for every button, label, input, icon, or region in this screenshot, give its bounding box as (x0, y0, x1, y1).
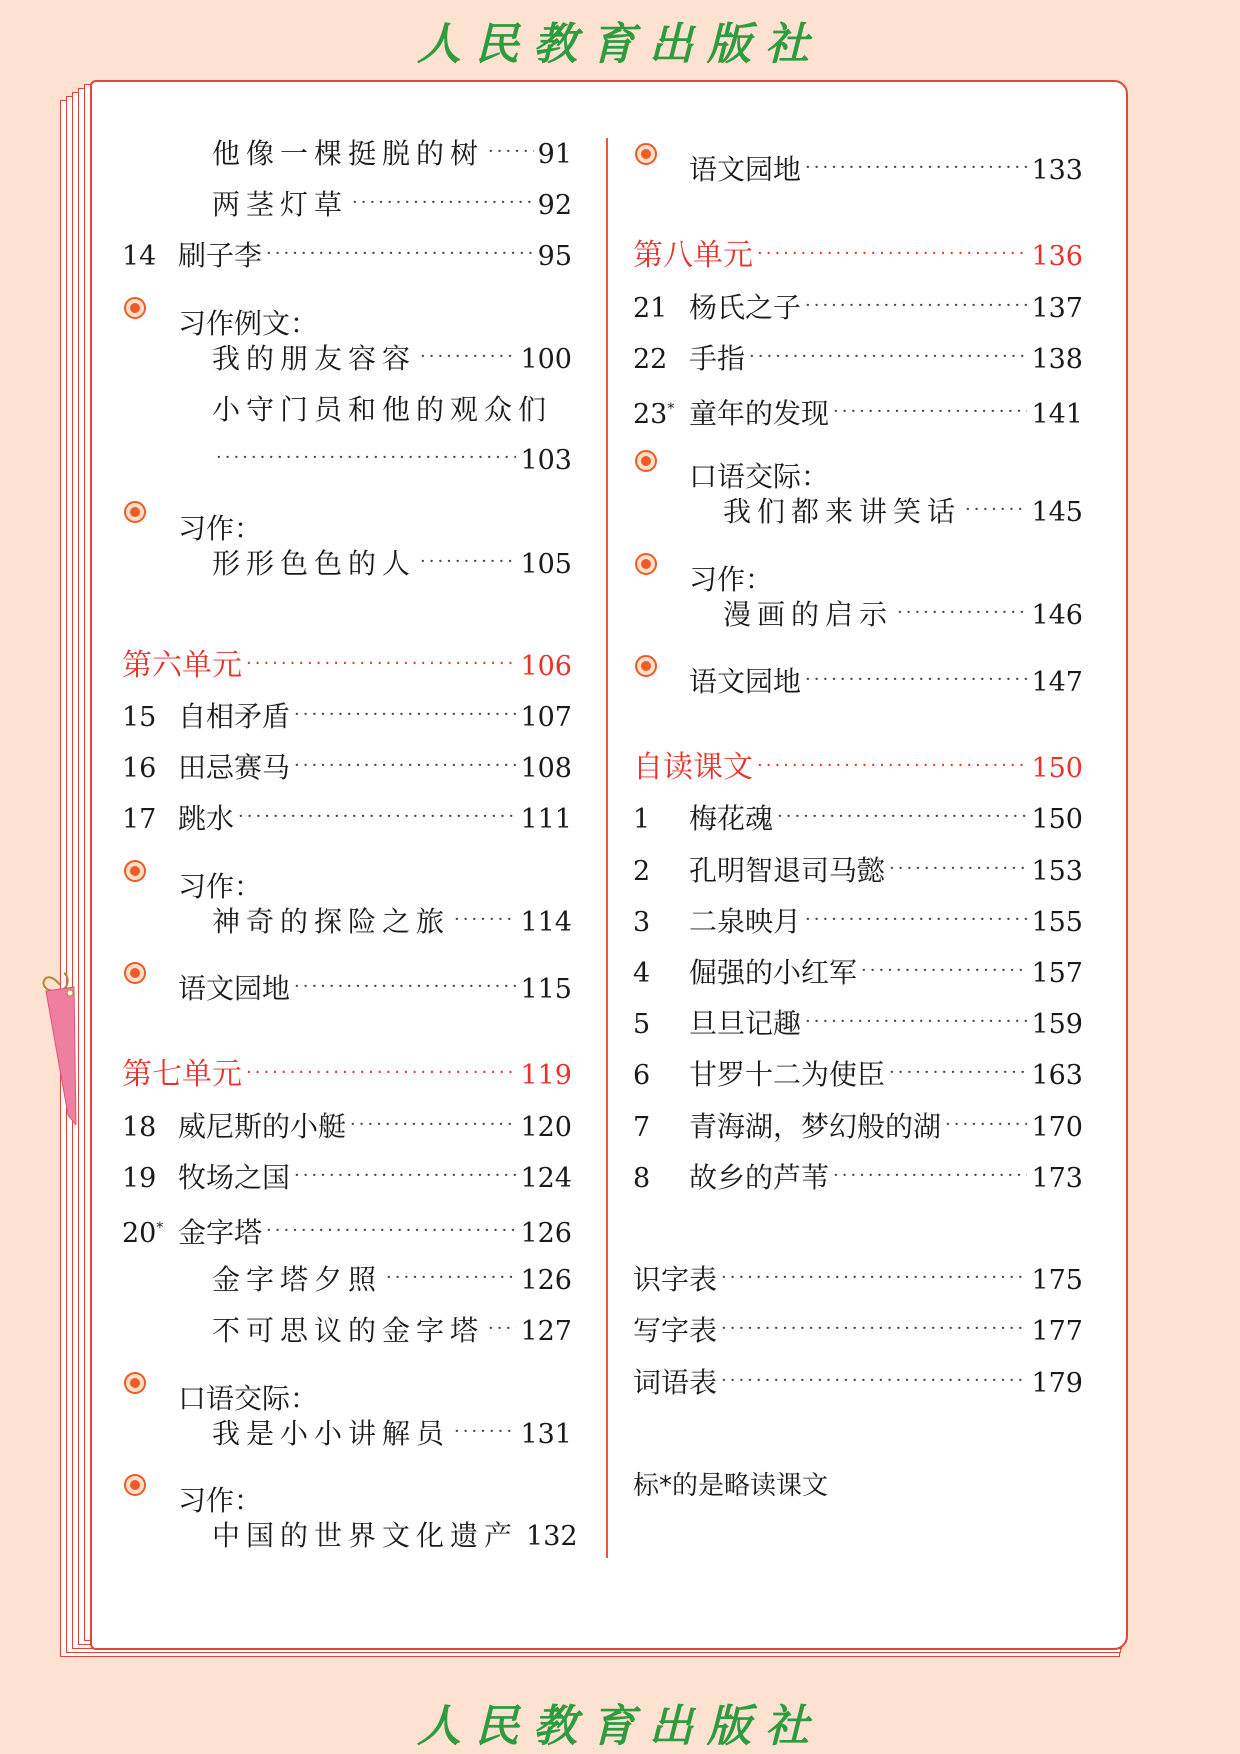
leader-dots (294, 1150, 516, 1201)
lesson-title: 手指 (689, 341, 746, 375)
lesson-title: 自相矛盾 (178, 700, 291, 734)
bullet-icon (122, 1459, 178, 1510)
leader-dots (749, 331, 1027, 382)
lesson-number: 17 (122, 804, 157, 836)
leader-dots (246, 1047, 516, 1098)
appendix-title: 写字表 (633, 1314, 718, 1348)
toc-entry[interactable] (633, 128, 1083, 187)
section-title: 习作： (689, 562, 774, 596)
bullet-icon (122, 1357, 178, 1408)
toc-entry[interactable] (122, 435, 572, 486)
unit-title: 第七单元 (122, 1057, 242, 1093)
lesson-title: 田忌赛马 (178, 751, 291, 785)
page-number: 155 (1031, 906, 1083, 938)
leader-dots (889, 843, 1027, 894)
leader-dots (488, 126, 534, 177)
skim-star: * (156, 1219, 164, 1236)
leader-dots (386, 1252, 516, 1303)
leader-dots (757, 228, 1027, 279)
unit-title: 第六单元 (122, 647, 242, 683)
lesson-number: 20* (122, 1217, 164, 1249)
leader-dots (352, 177, 534, 228)
lesson-title: 杨氏之子 (689, 290, 802, 324)
lesson-number: 7 (633, 1111, 651, 1143)
toc-unit-heading[interactable] (122, 640, 572, 691)
page-number: 150 (1031, 804, 1083, 836)
appendix-title: 词语表 (633, 1365, 718, 1399)
skim-star: * (667, 400, 675, 417)
page-number: 103 (520, 445, 572, 477)
bookmark-tag-icon (40, 965, 80, 1125)
page-number: 95 (537, 241, 572, 273)
sub-title: 中国的世界文化遗产 (212, 1519, 519, 1553)
page-number: 92 (537, 190, 572, 222)
sub-title: 漫画的启示 (723, 597, 894, 631)
page-number: 163 (1031, 1060, 1083, 1092)
section-title: 语文园地 (689, 665, 802, 699)
page-number: 127 (520, 1316, 572, 1348)
lesson-title: 甘罗十二为使臣 (689, 1058, 886, 1092)
toc-entry[interactable] (122, 896, 572, 947)
leader-dots (833, 1150, 1027, 1201)
page-number: 111 (520, 804, 572, 836)
leader-dots (266, 228, 534, 279)
toc-entry[interactable] (122, 1305, 572, 1356)
sub-title: 小守门员和他的观众们 (212, 392, 553, 426)
page-number: 132 (526, 1521, 578, 1553)
leader-dots (805, 654, 1027, 705)
leader-dots (294, 740, 516, 791)
page-number: 157 (1031, 958, 1083, 989)
toc-entry[interactable] (633, 589, 1083, 640)
toc-entry[interactable] (633, 1254, 1083, 1305)
toc-unit-heading[interactable] (633, 230, 1083, 281)
leader-dots (420, 536, 516, 587)
leader-dots (889, 1047, 1027, 1098)
toc-entry[interactable] (633, 486, 1083, 537)
leader-dots (721, 1303, 1027, 1354)
leader-dots (757, 740, 1027, 791)
lesson-number: 3 (633, 906, 651, 938)
sub-title: 我是小小讲解员 (212, 1416, 451, 1450)
lesson-title: 倔强的小红军 (689, 956, 858, 989)
toc-entry[interactable] (633, 1101, 1083, 1152)
lesson-number: 5 (633, 1009, 651, 1041)
appendix-title: 识字表 (633, 1263, 718, 1297)
toc-entry[interactable] (633, 998, 1083, 1049)
toc-gap (633, 1203, 1083, 1254)
sub-title: 金字塔夕照 (212, 1263, 383, 1297)
page-number: 119 (520, 1060, 572, 1092)
toc-entry[interactable] (633, 793, 1083, 844)
publisher-logo-bottom: 人民教育出版社 (417, 1701, 823, 1752)
leader-dots (805, 996, 1027, 1047)
leader-dots (861, 945, 1027, 996)
lesson-number: 18 (122, 1111, 157, 1143)
leader-dots (721, 1252, 1027, 1303)
toc-gap (122, 589, 572, 640)
leader-dots (238, 791, 516, 842)
lesson-title: 牧场之国 (178, 1160, 291, 1194)
lesson-title: 孔明智退司马懿 (689, 853, 886, 887)
leader-dots (266, 1205, 516, 1256)
section-title: 语文园地 (689, 153, 802, 187)
lesson-number: 4 (633, 958, 651, 989)
lesson-title: 梅花魂 (689, 802, 774, 836)
toc-entry[interactable] (633, 1305, 1083, 1356)
toc-entry[interactable] (122, 282, 572, 340)
section-title: 口语交际： (689, 460, 830, 494)
toc-entry[interactable] (633, 435, 1083, 494)
leader-dots (294, 689, 516, 740)
page-number: 170 (1031, 1111, 1083, 1143)
leader-dots (897, 587, 1027, 638)
page-number: 177 (1031, 1316, 1083, 1348)
page-number: 173 (1031, 1162, 1083, 1194)
page-number: 137 (1031, 292, 1083, 324)
leader-dots (805, 894, 1027, 945)
unit-title: 第八单元 (633, 238, 753, 274)
page-number: 145 (1031, 497, 1083, 529)
lesson-number: 6 (633, 1060, 651, 1092)
toc-entry[interactable] (633, 333, 1083, 384)
lesson-number: 16 (122, 753, 157, 785)
page-number: 100 (520, 343, 572, 375)
leader-dots (420, 331, 516, 382)
toc-entry[interactable] (122, 793, 572, 844)
footnote: 标*的是略读课文 (633, 1470, 829, 1501)
section-title: 语文园地 (178, 972, 291, 1006)
section-title: 习作： (178, 1484, 263, 1518)
toc-entry[interactable] (122, 845, 572, 903)
toc-entry[interactable] (633, 896, 1083, 947)
lesson-title: 刷子李 (178, 239, 263, 273)
leader-dots (965, 484, 1027, 535)
toc-unit-heading[interactable] (122, 1049, 572, 1100)
leader-dots (216, 432, 516, 483)
toc-entry[interactable] (122, 1408, 572, 1459)
publisher-logo-top: 人民教育出版社 (417, 19, 823, 70)
page-number: 108 (520, 753, 572, 785)
toc-entry[interactable] (122, 179, 572, 230)
page-number: 147 (1031, 667, 1083, 699)
toc-entry[interactable] (122, 384, 572, 435)
leader-dots (454, 894, 516, 945)
toc-entry[interactable] (633, 640, 1083, 699)
page-number: 150 (1031, 753, 1083, 785)
page-number: 179 (1031, 1367, 1083, 1399)
page-number: 159 (1031, 1009, 1083, 1041)
section-title: 习作例文： (178, 306, 319, 340)
toc-unit-heading[interactable] (633, 742, 1083, 793)
lesson-title: 二泉映月 (689, 904, 802, 938)
leader-dots (945, 1099, 1027, 1150)
toc-entry[interactable] (122, 947, 572, 1006)
unit-title: 自读课文 (633, 750, 753, 786)
bullet-icon (122, 947, 178, 998)
section-title: 习作： (178, 869, 263, 903)
column-divider (606, 138, 608, 1558)
toc-entry[interactable] (122, 1203, 572, 1254)
lesson-number: 23* (633, 398, 675, 430)
toc-entry[interactable] (633, 845, 1083, 896)
bullet-icon (122, 282, 178, 333)
leader-dots (246, 638, 516, 689)
sub-title: 不可思议的金字塔 (212, 1314, 485, 1348)
page-number: 146 (1031, 599, 1083, 631)
leader-dots (721, 1355, 1027, 1406)
page-number: 141 (1031, 398, 1083, 430)
lesson-title: 威尼斯的小艇 (178, 1109, 347, 1143)
lesson-number: 14 (122, 241, 157, 273)
page-number: 126 (520, 1217, 572, 1249)
page-number: 115 (520, 974, 572, 1006)
toc-entry[interactable] (122, 1152, 572, 1203)
sub-title: 神奇的探险之旅 (212, 904, 451, 938)
page-number: 133 (1031, 155, 1083, 187)
toc-left-column (122, 128, 578, 1561)
toc-entry[interactable] (122, 333, 572, 384)
page-number: 107 (520, 702, 572, 734)
toc-entry[interactable] (633, 384, 1083, 435)
page-number: 114 (520, 906, 572, 938)
toc-entry[interactable] (122, 1459, 572, 1518)
lesson-title: 金字塔 (178, 1215, 263, 1249)
lesson-number: 21 (633, 292, 668, 324)
lesson-title: 故乡的芦苇 (689, 1160, 830, 1194)
lesson-number: 2 (633, 855, 651, 887)
bullet-icon (122, 486, 178, 537)
page-number: 126 (520, 1265, 572, 1297)
lesson-title: 青海湖，梦幻般的湖 (689, 1109, 942, 1143)
toc-entry[interactable] (633, 1357, 1083, 1408)
sub-title: 我的朋友容容 (212, 341, 417, 375)
toc-gap (633, 1408, 1083, 1459)
page-number: 153 (1031, 855, 1083, 887)
lesson-number: 1 (633, 804, 651, 836)
leader-dots (488, 1303, 516, 1354)
toc-entry[interactable] (122, 538, 572, 589)
leader-dots (294, 961, 516, 1012)
toc-entry[interactable] (122, 742, 572, 793)
toc-entry[interactable] (122, 1357, 572, 1415)
bullet-icon (633, 538, 689, 589)
lesson-title: 旦旦记趣 (689, 1007, 802, 1041)
toc-entry[interactable] (122, 1510, 578, 1561)
toc-entry[interactable] (633, 947, 1083, 998)
page-number: 106 (520, 650, 572, 682)
sub-title: 他像一棵挺脱的树 (212, 137, 485, 170)
lesson-number: 15 (122, 702, 157, 734)
sub-title: 两茎灯草 (212, 188, 349, 222)
lesson-number: 22 (633, 343, 668, 375)
sub-title: 我们都来讲笑话 (723, 495, 962, 529)
lesson-number: 8 (633, 1162, 651, 1194)
leader-dots (350, 1099, 516, 1150)
sub-title: 形形色色的人 (212, 546, 417, 580)
toc-entry[interactable] (122, 128, 572, 179)
toc-entry[interactable] (122, 486, 572, 545)
lesson-title: 跳水 (178, 802, 235, 836)
lesson-number: 19 (122, 1162, 157, 1194)
page-number: 105 (520, 548, 572, 580)
bullet-icon (633, 640, 689, 691)
toc-entry[interactable] (633, 1152, 1083, 1203)
section-title: 口语交际： (178, 1381, 319, 1415)
bullet-icon (122, 845, 178, 896)
toc-entry[interactable] (633, 1049, 1083, 1100)
toc-right-column (633, 128, 1083, 1502)
page-number: 120 (520, 1111, 572, 1143)
leader-dots (805, 142, 1027, 193)
bullet-icon (633, 435, 689, 486)
bullet-icon (633, 128, 689, 179)
lesson-title: 童年的发现 (689, 396, 830, 430)
section-title: 习作： (178, 511, 263, 545)
page-number: 138 (1031, 343, 1083, 375)
toc-entry[interactable] (633, 282, 1083, 333)
leader-dots (454, 1406, 516, 1457)
leader-dots (777, 791, 1027, 842)
toc-entry[interactable] (122, 230, 572, 281)
toc-entry[interactable] (122, 1254, 572, 1305)
toc-entry[interactable] (122, 691, 572, 742)
toc-entry[interactable] (122, 1101, 572, 1152)
leader-dots (833, 386, 1027, 437)
leader-dots (805, 280, 1027, 331)
toc-entry[interactable] (633, 538, 1083, 596)
page-number: 124 (520, 1162, 572, 1194)
page-number: 131 (520, 1418, 572, 1450)
page-number: 175 (1031, 1265, 1083, 1297)
page-number: 136 (1031, 241, 1083, 273)
page-number: 91 (537, 139, 572, 170)
